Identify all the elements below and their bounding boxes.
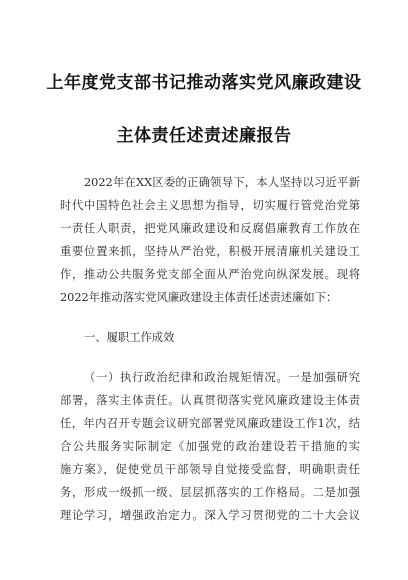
intro-line: 2022年推动落实党风廉政建设主体责任述责述廉如下： <box>60 291 338 304</box>
section-heading: 一、履职工作成效 <box>84 331 175 344</box>
section-body-line: 务，形成一级抓一级、层层抓落实的工作格局。二是加强 <box>60 486 360 499</box>
document-title-line-1: 上年度党支部书记推动落实党风廉政建设 <box>46 73 362 93</box>
section-body-line: （一）执行政治纪律和政治规矩情况。一是加强研究 <box>84 371 360 384</box>
section-body-line: 理论学习，增强政治定力。深入学习贯彻党的二十大会议 <box>60 509 360 522</box>
intro-line: 2022年在XX区委的正确领导下，本人坚持以习近平新 <box>84 176 360 189</box>
document-title-line-2: 主体责任述责述廉报告 <box>116 126 292 146</box>
intro-line: 一责任人职责，把党风廉政建设和反腐倡廉教育工作放在 <box>60 222 360 235</box>
section-body-line: 任，年内召开专题会议研究部署党风廉政建设工作1次，结 <box>60 417 360 430</box>
intro-line: 重要位置来抓，坚持从严治党，积极开展清廉机关建设工 <box>60 245 360 258</box>
section-body-line: 部署，落实主体责任。认真贯彻落实党风廉政建设主体责 <box>60 394 360 407</box>
section-body-line: 施方案》，促使党员干部领导自觉接受监督，明确职责任 <box>60 463 360 476</box>
intro-line: 作，推动公共服务党支部全面从严治党向纵深发展。现将 <box>60 268 360 281</box>
section-body-line: 合公共服务实际制定《加强党的政治建设若干措施的实 <box>60 440 360 453</box>
intro-line: 时代中国特色社会主义思想为指导，切实履行管党治党第 <box>60 199 360 212</box>
